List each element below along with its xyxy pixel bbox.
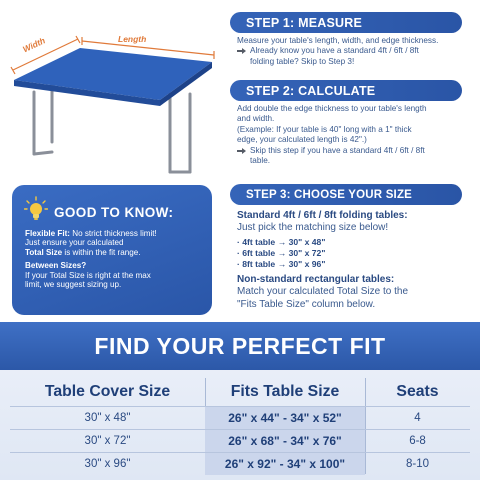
step2-line: and width. [237, 114, 275, 124]
step3-size-item: · 8ft table → 30" x 96" [237, 259, 326, 270]
header-fits-table-size: Fits Table Size [230, 382, 340, 400]
table-row-3-seats: 8-10 [405, 458, 430, 470]
step2-title: STEP 2: CALCULATE [246, 83, 376, 98]
length-label: Length [118, 34, 147, 44]
banner-title: FIND YOUR PERFECT FIT [94, 332, 386, 359]
step2-tip-line: table. [250, 156, 271, 166]
step3-nonstandard-text: "Fits Table Size" column below. [237, 298, 376, 310]
step2-header [230, 80, 462, 101]
step2-line: edge, your calculated length is 42".) [237, 135, 367, 145]
width-label: Width [21, 35, 47, 55]
find-your-fit-banner [0, 322, 480, 370]
step2-tip [237, 146, 469, 167]
table-row-1-fit-size: 26" x 44" - 34" x 52" [228, 411, 342, 425]
total-size-label: Total Size [25, 247, 63, 257]
step2-line: (Example: If your table is 40" long with a 1" thick [237, 124, 412, 134]
step3-title: STEP 3: CHOOSE YOUR SIZE [246, 188, 413, 201]
pointing-hand-icon [237, 147, 247, 155]
step3-size-item: · 4ft table → 30" x 48" [237, 237, 326, 248]
step2-body [237, 104, 469, 166]
step1-body [237, 36, 469, 67]
step3-nonstandard-text: Match your calculated Total Size to the [237, 286, 409, 298]
step1-tip [237, 46, 469, 67]
step2-tip-line: Skip this step if you have a standard 4ft / 6ft / 8ft [250, 145, 425, 155]
between-sizes-line1: If your Total Size is right at the max [25, 270, 151, 280]
table-row-3-cover-size: 30" x 96" [84, 458, 131, 470]
folding-table-illustration [0, 22, 220, 182]
flexible-fit-line2: Just ensure your calculated [25, 238, 124, 248]
good-to-know-body [25, 229, 205, 289]
step3-nonstandard-heading: Non-standard rectangular tables: [237, 274, 395, 286]
flexible-fit-label: Flexible Fit: [25, 229, 70, 238]
header-seats: Seats [396, 382, 439, 400]
table-top [14, 48, 212, 106]
step1-line: Measure your table's length, width, and edge thickness. [237, 36, 439, 45]
flexible-fit-text: No strict thickness limit! [69, 229, 157, 238]
table-row-2-fit-size: 26" x 68" - 34" x 76" [228, 434, 342, 448]
step3-standard-text: Just pick the matching size below! [237, 222, 389, 233]
table-row-2-cover-size: 30" x 72" [84, 435, 131, 447]
table-row-2-seats: 6-8 [409, 435, 426, 447]
total-size-text: is within the fit range. [62, 247, 141, 257]
good-to-know-title: GOOD TO KNOW: [54, 205, 174, 220]
flexible-fit-line3 [25, 248, 205, 257]
flexible-fit-line [25, 229, 205, 238]
pointing-hand-icon [237, 47, 247, 55]
table-row-1-seats: 4 [414, 412, 421, 424]
header-table-cover-size: Table Cover Size [44, 382, 171, 400]
good-to-know-card [12, 185, 212, 315]
step2-line: Add double the edge thickness to your table's length [237, 104, 427, 113]
table-row-3-fit-size: 26" x 92" - 34" x 100" [224, 457, 346, 471]
lightbulb-icon [24, 196, 48, 222]
step3-body [237, 210, 469, 311]
step1-title: STEP 1: MEASURE [246, 15, 362, 30]
between-sizes-label: Between Sizes? [25, 261, 87, 271]
between-sizes-line2: limit, we suggest sizing up. [25, 280, 122, 290]
step1-tip-line: Already know you have a standard 4ft / 6ft / 8ft [250, 46, 419, 56]
table-row-1-cover-size: 30" x 48" [84, 412, 131, 424]
step3-size-item: · 6ft table → 30" x 72" [237, 248, 326, 259]
step3-header [230, 184, 462, 205]
step1-header [230, 12, 462, 33]
step3-standard-heading: Standard 4ft / 6ft / 8ft folding tables: [237, 210, 408, 221]
size-fit-table [0, 370, 480, 480]
step1-tip-line: folding table? Skip to Step 3! [250, 56, 355, 66]
between-sizes-heading [25, 261, 205, 270]
